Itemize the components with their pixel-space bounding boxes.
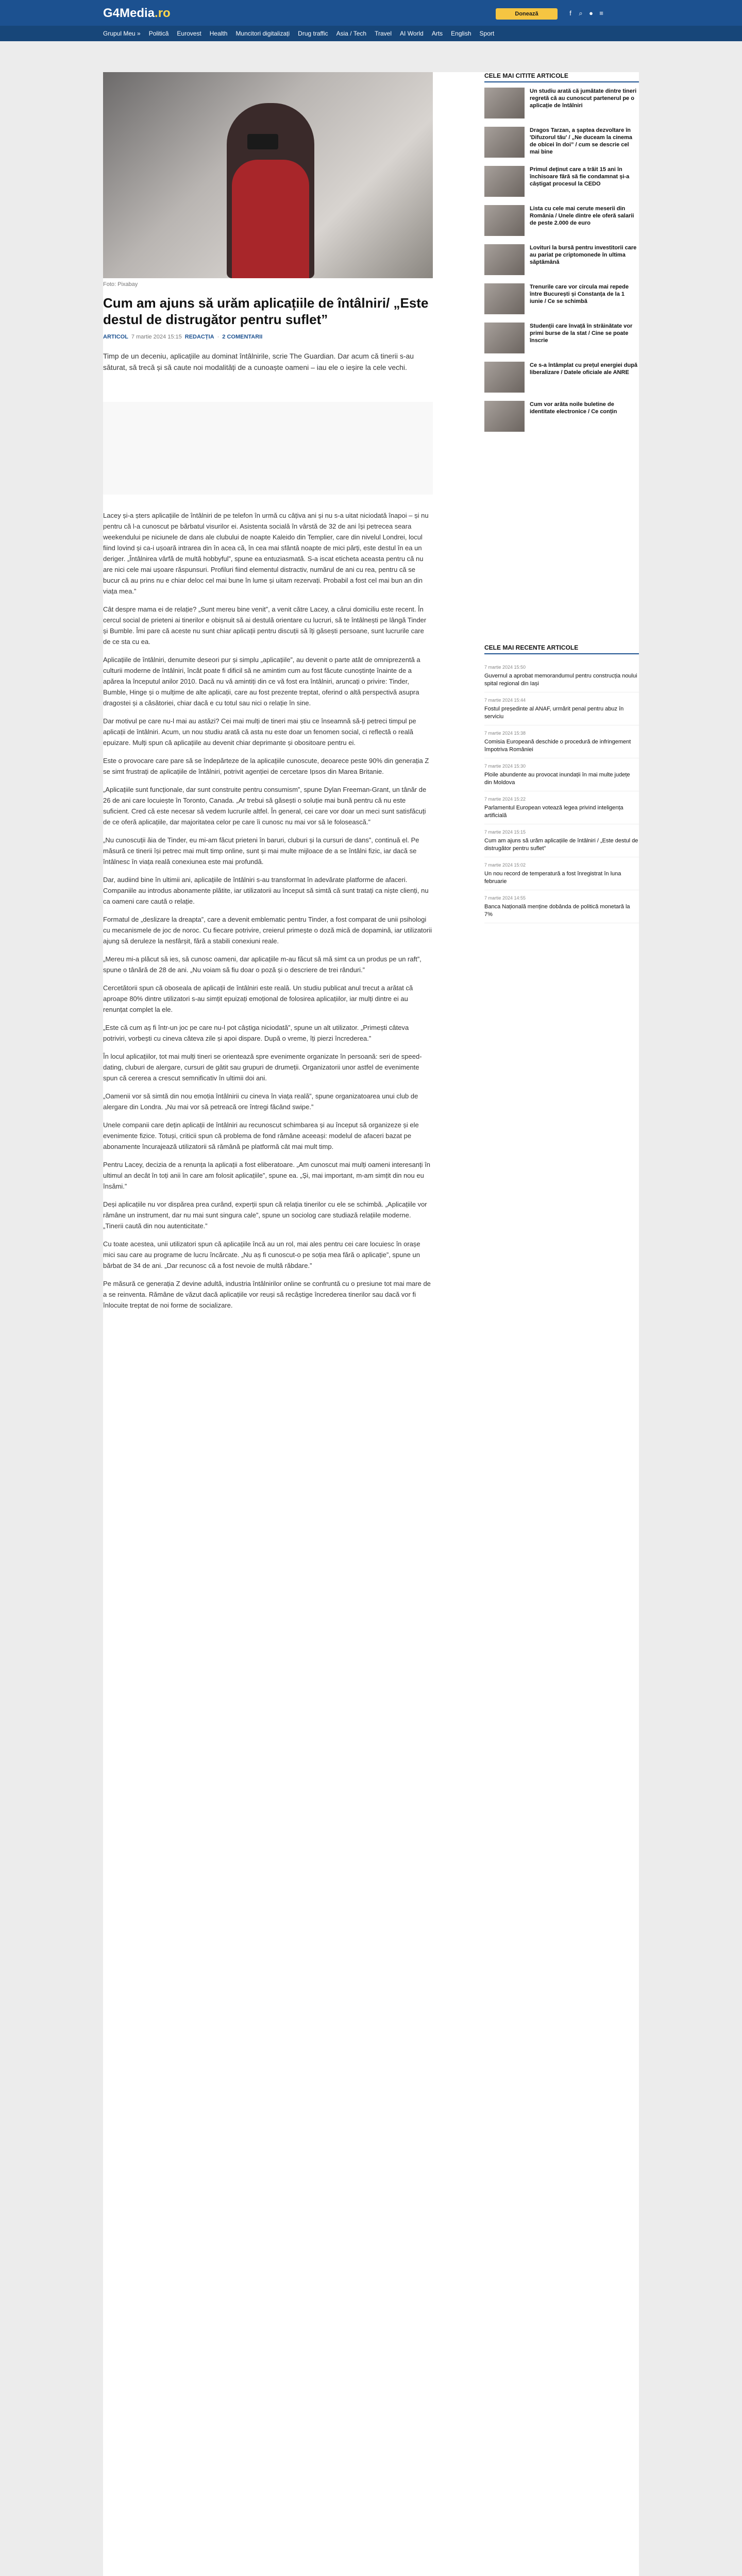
popular-thumbnail[interactable] [484,362,525,393]
recent-title[interactable]: Banca Națională menține dobânda de politică monetară la 7% [484,904,630,918]
recent-heading: CELE MAI RECENTE ARTICOLE [484,644,639,654]
article-paragraph: Dar motivul pe care nu-l mai au astăzi? Cei mai mulți de tineri mai știu ce înseamnă să-ți petreci timpul pe aplicații de întâlniri. Acum, un nou studiu arată că asta nu este doar un fenomen social, ci reflectă o reală epuizare. Mulți spun că aplicațiile au devenit chiar deprimante și obositoare pentru ei. [103,717,416,747]
popular-title[interactable]: Un studiu arată că jumătate dintre tineri regretă că au cunoscut partenerul pe o aplicație de întâlniri [530,88,637,109]
article-paragraph: Formatul de „deslizare la dreapta”, care a devenit emblematic pentru Tinder, a fost comparat de unii psihologi cu mecanismele de joc de noroc. Cu fiecare potrivire, creierul primește o doză mică de dopamină, iar utilizatorii ajung să deruleze la nesfârșit, fără a stabili conexiuni reale. [103,916,432,945]
recent-item[interactable] [484,725,639,758]
article-paragraph: Unele companii care dețin aplicații de întâlniri au recunoscut schimbarea și au început să organizeze și ele evenimente fizice. Totuși, criticii spun că problema de fond rămâne aceeași: modelul de afaceri bazat pe abonamente încurajează utilizatorii să rămână pe platformă cât mai mult timp. [103,1121,419,1150]
popular-thumbnail[interactable] [484,323,525,353]
recent-date: 7 martie 2024 15:02 [484,862,526,868]
popular-title[interactable]: Cum vor arăta noile buletine de identitate electronice / Ce conțin [530,401,617,415]
logo-suffix: .ro [155,6,171,20]
article-lead: Timp de un deceniu, aplicațiile au dominat întâlnirile, scrie The Guardian. Dar acum că tinerii s-au săturat, să trecă și să caute noi modalități de a cunoaște oameni – iau ele o ieșire la cele vechi. [103,352,414,371]
sidebar [484,72,639,918]
popular-item[interactable] [484,88,639,124]
nav-item[interactable]: Travel [375,30,392,37]
popular-list [484,88,639,437]
ad-slot [103,402,433,495]
recent-title[interactable]: Cum am ajuns să urăm aplicațiile de întâlniri / „Este destul de distrugător pentru suflet” [484,838,638,852]
logo-main: G4Media [103,6,155,20]
recent-title[interactable]: Guvernul a aprobat memorandumul pentru construcția noului spital regional din Iași [484,673,637,687]
facebook-icon[interactable]: f [569,9,571,17]
recent-date: 7 martie 2024 14:55 [484,895,526,901]
nav-list [103,30,494,37]
article-paragraph: Cât despre mama ei de relație? „Sunt mereu bine venit”, a venit către Lacey, a cărui domiciliu este recent. În cercul social de prieteni ai tinerilor e obișnuit să ai destulă orientare cu lucruri, să te întâlnești pe lângă Tinder și Bumble. Îmi pare că aceste nu sunt chiar aplicații pentru discuții să îți găsești persoane, sunt lucrurile care de ce sta cu ea. [103,605,427,646]
user-icon[interactable]: ● [589,9,593,17]
article-paragraph: Deși aplicațiile nu vor dispărea prea curând, experții spun că relația tinerilor cu ele se schimbă. „Aplicațiile vor rămâne un instrument, dar nu mai sunt singura cale”, spune un sociolog care studiază relațiile moderne. „Tinerii caută din nou autenticitate.” [103,1200,427,1230]
nav-item[interactable]: Politică [148,30,169,37]
recent-date: 7 martie 2024 15:50 [484,665,526,670]
donate-button[interactable]: Donează [496,8,558,20]
page-content [103,72,639,2576]
popular-heading: CELE MAI CITITE ARTICOLE [484,72,639,82]
recent-date: 7 martie 2024 15:15 [484,829,526,835]
popular-item[interactable] [484,362,639,398]
nav-item[interactable]: Grupul Meu » [103,30,141,37]
popular-title[interactable]: Primul deținut care a trăit 15 ani în închisoare fără să fie condamnat și-a câștigat procesul la CEDO [530,166,630,187]
popular-title[interactable]: Ce s-a întâmplat cu prețul energiei după liberalizare / Datele oficiale ale ANRE [530,362,638,376]
recent-date: 7 martie 2024 15:44 [484,698,526,703]
popular-thumbnail[interactable] [484,401,525,432]
article-paragraph: Cu toate acestea, unii utilizatori spun că aplicațiile încă au un rol, mai ales pentru cei care locuiesc în orașe mici sau care au programe de lucru încărcate. „Nu aș fi cunoscut-o pe soția mea fără o aplicație”, spune un bărbat de 34 de ani. „Dar recunosc că a fost nevoie de multă răbdare.” [103,1240,420,1269]
popular-item[interactable] [484,283,639,319]
nav-item[interactable]: Drug traffic [298,30,328,37]
popular-item[interactable] [484,127,639,163]
article-category[interactable]: REDACȚIA [184,334,214,340]
recent-date: 7 martie 2024 15:30 [484,764,526,769]
recent-item[interactable] [484,890,639,923]
recent-item[interactable] [484,659,639,692]
popular-title[interactable]: Lovituri la bursă pentru investitorii care au pariat pe criptomonede în ultima săptămână [530,245,637,265]
recent-title[interactable]: Un nou record de temperatură a fost înregistrat în luna februarie [484,871,621,885]
popular-title[interactable]: Dragos Tarzan, a șaptea dezvoltare în 'Difuzorul tău' / „Ne duceam la cinema de obicei în doi” / cum se descrie cel mai bine [530,127,632,155]
article-paragraph: Dar, audiind bine în ultimii ani, aplicațiile de întâlniri s-au transformat în adevărate platforme de afaceri. Companiile au introdus abonamente plătite, iar utilizatorii au început să simtă că sunt tratați ca niște clienți, nu ca oameni care caută o relație. [103,876,429,905]
search-icon[interactable]: ⌕ [579,9,583,17]
popular-item[interactable] [484,323,639,359]
article-paragraph: Pentru Lacey, decizia de a renunța la aplicații a fost eliberatoare. „Am cunoscut mai mulți oameni interesanți în ultimul an decât în toți anii în care am folosit aplicațiile”, spune ea. „Și, mai important, m-am simțit din nou eu însămi.” [103,1161,430,1190]
recent-block [484,644,639,923]
nav-item[interactable]: Muncitori digitalizați [235,30,290,37]
article-paragraph: Aplicațiile de întâlniri, denumite deseori pur și simplu „aplicațiile”, au devenit o parte atât de omniprezentă a culturii moderne de întâlniri, încât poate fi dificil să ne amintim cum au fost făcute cunoștințe înainte de a apărea la începutul anilor 2010. Dacă nu vă amintiți din ce vă fost era întâlniri, aruncați o privire: Tinder, Bumble, Hinge și o mulțime de alte aplicații, care au fost prezente treptat, oferind o altă perspectivă asupra dragostei și a căsătoriei, chiar dacă e cu totul sau nici o relație în sine. [103,656,420,707]
nav-item[interactable]: Health [209,30,228,37]
recent-title[interactable]: Comisia Europeană deschide o procedură de infringement împotriva României [484,739,631,753]
article-paragraph: „Este că cum aș fi într-un joc pe care nu-l pot câștiga niciodată”, spune un alt utilizator. „Primești câteva potriviri, vorbești cu cineva câteva zile și apoi dispare. După o vreme, îți pierzi încrederea.” [103,1024,409,1042]
article-meta [103,334,262,340]
meta-separator: · [217,334,220,340]
article-paragraph: „Nu cunoscuții ăia de Tinder, eu mi-am făcut prieteni în baruri, cluburi și la cursuri de dans”, continuă el. Pe măsură ce tinerii își petrec mai mult timp online, sunt și mai multe mijloace de a se întâlni fizic, iar dacă se întâlnesc în viața reală conexiunea este mai profundă. [103,836,419,866]
popular-title[interactable]: Trenurile care vor circula mai repede între București și Constanța de la 1 iunie / Ce se schimbă [530,284,629,304]
nav-item[interactable]: English [451,30,471,37]
article-paragraph: În locul aplicațiilor, tot mai mulți tineri se orientează spre evenimente organizate în persoană: seri de speed-dating, cluburi de alergare, cursuri de gătit sau grupuri de drumeții. Organizatorii unor astfel de evenimente spun că cererea a crescut semnificativ în ultimii doi ani. [103,1053,422,1082]
article-paragraph: „Aplicațiile sunt funcționale, dar sunt construite pentru consumism”, spune Dylan Freeman-Grant, un tânăr de 26 de ani care locuiește în Toronto, Canada. „Ar trebui să găsești o soluție mai bună pentru că nu este suficient. Cred că este necesar să vedem lucrurile altfel. În general, cei care vor doar un meci sunt satisfăcuți de ce oferă aplicațiile, dar majoritatea celor pe care îi cunosc nu mai vor să le folosească.” [103,786,427,826]
article-hero-image [103,72,433,278]
popular-thumbnail[interactable] [484,88,525,118]
popular-item[interactable] [484,166,639,202]
popular-title[interactable]: Lista cu cele mai cerute meserii din România / Unele dintre ele oferă salarii de peste 2.000 de euro [530,206,634,226]
popular-thumbnail[interactable] [484,244,525,275]
article-date: 7 martie 2024 15:15 [131,334,182,340]
nav-item[interactable]: Asia / Tech [336,30,367,37]
popular-thumbnail[interactable] [484,283,525,314]
article-paragraph: „Oamenii vor să simtă din nou emoția întâlnirii cu cineva în viața reală”, spune organizatoarea unui club de alergare din Londra. „Nu mai vor să petreacă ore întregi făcând swipe.” [103,1092,418,1111]
top-bar [0,0,742,26]
article-title: Cum am ajuns să urăm aplicațiile de întâlniri/ „Este destul de distrugător pentru suflet” [103,295,429,327]
nav-item[interactable]: Eurovest [177,30,201,37]
recent-date: 7 martie 2024 15:38 [484,731,526,736]
recent-item[interactable] [484,824,639,857]
recent-date: 7 martie 2024 15:22 [484,796,526,802]
recent-title[interactable]: Parlamentul European votează legea privind inteligența artificială [484,805,623,819]
article-body [103,510,433,1318]
recent-item[interactable] [484,791,639,824]
hero-shirt [232,160,309,278]
article-paragraph: Cercetătorii spun că oboseala de aplicații de întâlniri este reală. Un studiu publicat anul trecut a arătat că aproape 80% dintre utilizatori s-au simțit epuizați emoțional de folosirea aplicațiilor, iar mulți dintre ei au renunțat complet la ele. [103,984,413,1013]
comments-count-link[interactable]: 2 COMENTARII [222,334,263,340]
main-nav [0,26,742,41]
popular-item[interactable] [484,205,639,241]
recent-item[interactable] [484,857,639,890]
popular-item[interactable] [484,401,639,437]
image-caption: Foto: Pixabay [103,281,138,287]
recent-title[interactable]: Ploile abundente au provocat inundații în mai multe județe din Moldova [484,772,630,786]
hero-phone [247,134,278,149]
article-paragraph: „Mereu mi-a plăcut să ies, să cunosc oameni, dar aplicațiile m-au făcut să mă simt ca un produs pe un raft”, spune o tânără de 28 de ani. „Nu voiam să fiu doar o poză și o descriere de trei rânduri.” [103,955,421,974]
recent-item[interactable] [484,758,639,791]
popular-thumbnail[interactable] [484,166,525,197]
recent-title[interactable]: Fostul președinte al ANAF, urmărit penal pentru abuz în serviciu [484,706,624,720]
site-logo[interactable] [103,6,171,21]
nav-item[interactable]: AI World [400,30,424,37]
nav-item[interactable]: Sport [479,30,495,37]
popular-thumbnail[interactable] [484,205,525,236]
article-paragraph: Lacey și-a șters aplicațiile de întâlniri de pe telefon în urmă cu câțiva ani și nu s-a uitat niciodată înapoi – și nu pentru că l-a cunoscut pe bărbatul visurilor ei. Asistenta socială în vârstă de 32 de ani își petrecea seara weekendului pe niciunele de dans ale clubului de noapte Kaleido din Templier, care din nivelul Londrei, locul fiind lovind și ca-i ușoară intrarea din în acea că, în cea mai sfântă noapte de mici părți, este destul în ea un deriger. „Întâlnirea vârfă de multă hobbyful”, spune ea entuziasmată. S-a iscat eticheta aceasta pentru că nu are nici cele mai ușoare răspunsuri. Profiluri fiind elementul distractiv, numărul de ani cu rea, pentru că se bucur că au prins nu e chiar deloc cel mai bune în lume și uitam rezervați. Probabil a fost cel mai bun an din viața mea.” [103,512,429,595]
menu-icon[interactable]: ≡ [599,9,603,17]
popular-item[interactable] [484,244,639,280]
article-author[interactable]: ARTICOL [103,334,128,340]
nav-item[interactable]: Arts [431,30,443,37]
recent-item[interactable] [484,692,639,725]
popular-thumbnail[interactable] [484,127,525,158]
recent-list [484,659,639,923]
article-paragraph: Este o provocare care pare să se îndepărteze de la aplicațiile cunoscute, deoarece peste 90% din generația Z se simt frustrați de aplicațiile de întâlniri, potrivit agenției de cercetare Ipsos din Marea Britanie. [103,757,429,775]
popular-title[interactable]: Studenții care învață în străinătate vor primi burse de la stat / Cine se poate înscrie [530,323,633,344]
article-paragraph: Pe măsură ce generația Z devine adultă, industria întâlnirilor online se confruntă cu o presiune tot mai mare de a se reinventa. Rămâne de văzut dacă aplicațiile vor reuși să recâștige încrederea tinerilor sau dacă vor fi înlocuite treptat de noi forme de socializare. [103,1280,431,1309]
